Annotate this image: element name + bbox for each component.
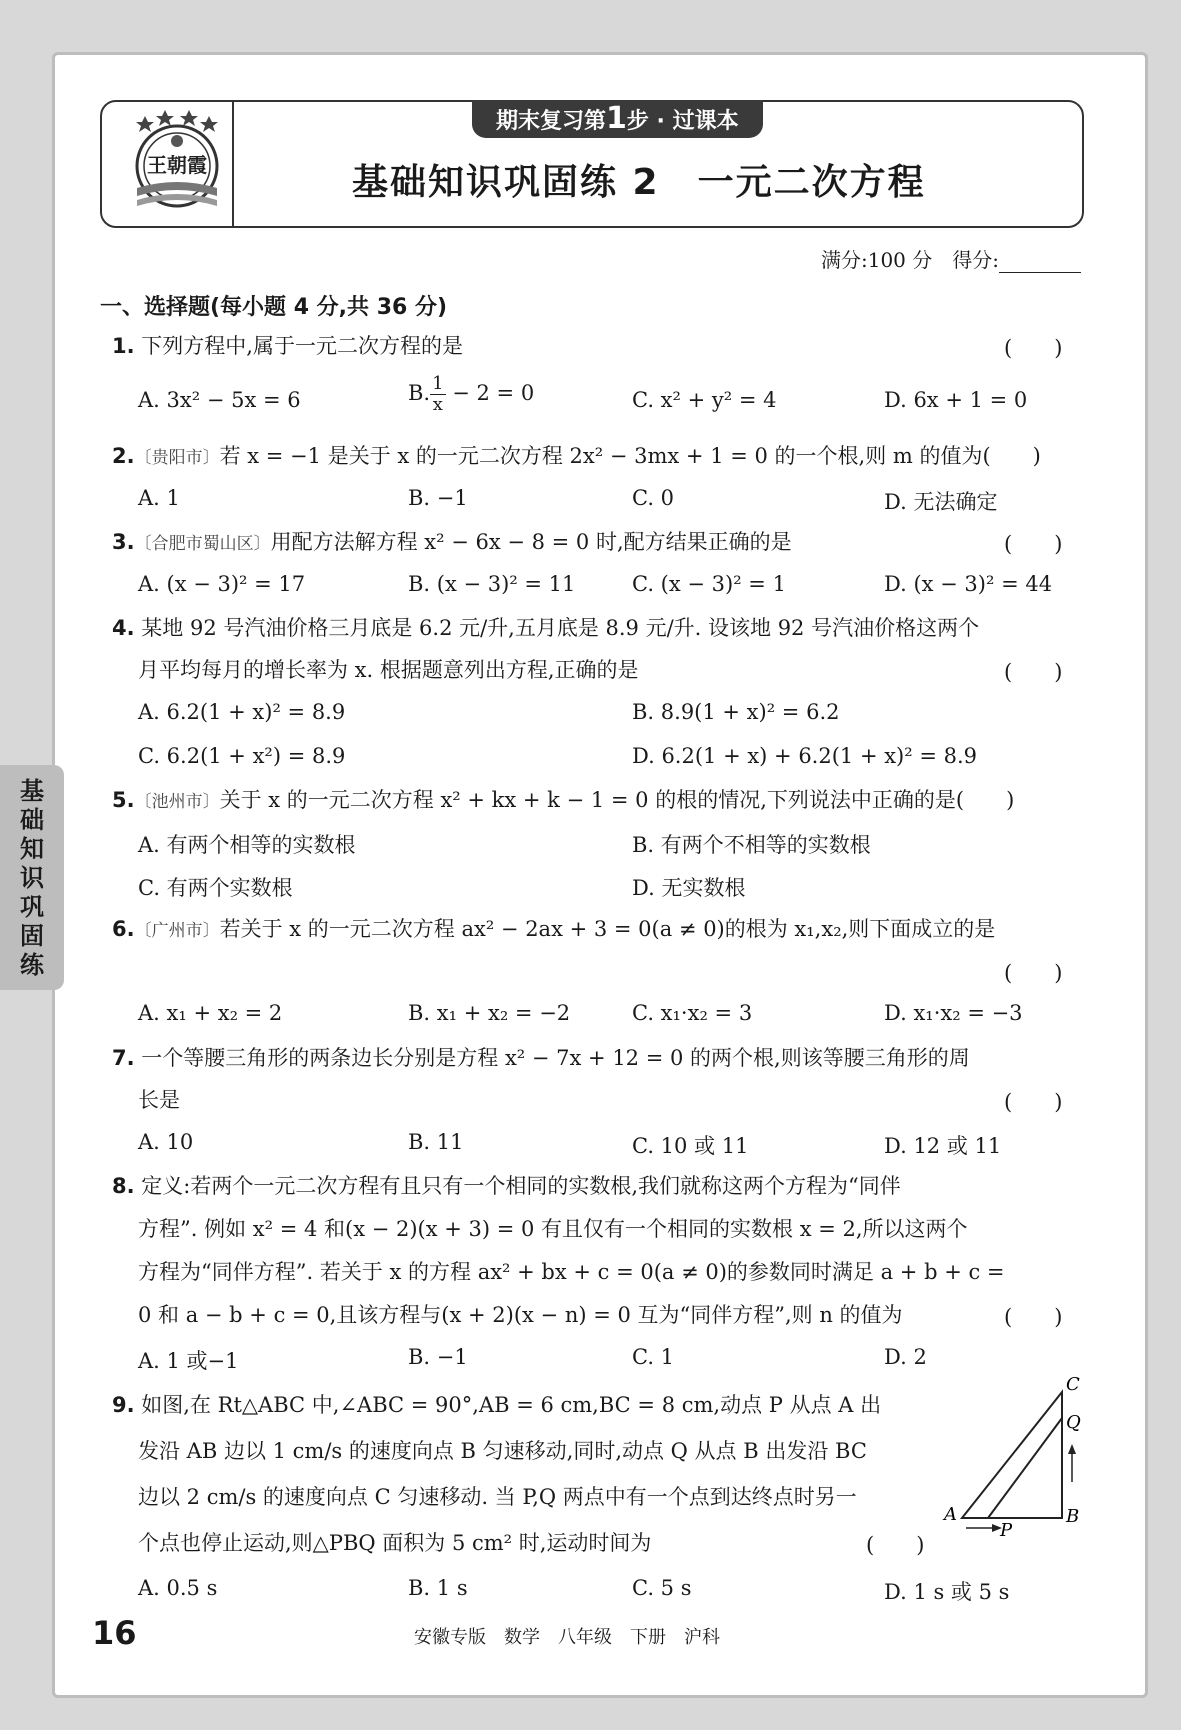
option-d: D. (x − 3)² = 44 [884,572,1053,596]
question-text: 关于 x 的一元二次方程 x² + kx + k − 1 = 0 的根的情况,下列说法中正确的是( ) [219,788,1015,812]
option-c: C. 5 s [632,1576,692,1600]
label-p: P [1000,1520,1013,1541]
option-c: C. 有两个实数根 [138,876,293,900]
question-number: 3. [112,530,135,554]
answer-paren: ( ) [866,1533,925,1557]
option-a: A. 1 或−1 [138,1349,239,1373]
label-c: C [1066,1374,1080,1395]
question-7-line-2: 长是 [138,1088,180,1112]
question-8 [112,1172,901,1200]
question-6 [112,915,995,945]
question-3 [112,528,792,558]
question-text: 若关于 x 的一元二次方程 ax² − 2ax + 3 = 0(a ≠ 0)的根为 x₁,x₂,则下面成立的是 [219,917,996,941]
question-4-line-2: 月平均每月的增长率为 x. 根据题意列出方程,正确的是 [138,658,639,682]
score-label: 满分:100 分 得分: [820,248,999,272]
segment-pq [988,1418,1062,1518]
question-text: 如图,在 Rt△ABC 中,∠ABC = 90°,AB = 6 cm,BC = 8 cm,动点 P 从点 A 出 [141,1393,882,1417]
question-text: 下列方程中,属于一元二次方程的是 [141,334,463,358]
option-a: A. x₁ + x₂ = 2 [138,1001,283,1025]
question-9-line-4: 个点也停止运动,则△PBQ 面积为 5 cm² 时,运动时间为 [138,1531,652,1555]
triangle-figure [930,1372,1090,1542]
page-number: 16 [92,1614,137,1652]
question-number: 5. [112,788,135,812]
question-9 [112,1391,881,1419]
fraction-denominator: x [432,394,443,415]
footer-text: 安徽专版 数学 八年级 下册 沪科 [414,1627,720,1648]
question-source: 〔合肥市蜀山区〕 [134,534,271,554]
answer-paren: ( ) [1004,336,1063,360]
option-a: A. 3x² − 5x = 6 [138,388,301,412]
question-9-line-3: 边以 2 cm/s 的速度向点 C 匀速移动. 当 P,Q 两点中有一个点到达终点时另一 [138,1485,857,1509]
option-c: C. 6.2(1 + x²) = 8.9 [138,744,346,768]
answer-paren: ( ) [1004,1305,1063,1329]
side-tab [0,765,64,990]
option-b: B. 11 [408,1130,464,1154]
question-2 [112,442,1041,472]
score-line [821,244,1081,273]
option-d: D. 6.2(1 + x) + 6.2(1 + x)² = 8.9 [632,744,978,768]
option-b-rest: − 2 = 0 [445,381,535,405]
fraction-numerator: 1 [432,373,444,394]
option-b: B. 8.9(1 + x)² = 6.2 [632,700,840,724]
option-b: B. (x − 3)² = 11 [408,572,576,596]
label-q: Q [1066,1412,1081,1433]
option-c: C. x₁·x₂ = 3 [632,1001,753,1025]
brand-logo-seal [122,106,232,216]
option-d: D. 无法确定 [884,490,998,514]
option-b: B. −1 [408,1345,468,1369]
option-d: D. x₁·x₂ = −3 [884,1001,1023,1025]
option-c: C. x² + y² = 4 [632,388,777,412]
side-tab-label: 基础知识巩固练 [20,777,44,979]
question-4 [112,614,979,642]
triangle-abc [962,1392,1062,1518]
header-box [100,100,1084,228]
score-blank [999,252,1081,273]
question-text: 某地 92 号汽油价格三月底是 6.2 元/升,五月底是 8.9 元/升. 设该地 92 号汽油价格这两个 [141,616,980,640]
option-a: A. 6.2(1 + x)² = 8.9 [138,700,346,724]
fraction [430,374,445,415]
question-text: 用配方法解方程 x² − 6x − 8 = 0 时,配方结果正确的是 [270,530,792,554]
svg-text:王朝霞: 王朝霞 [147,153,207,177]
option-b-label: B. [408,381,431,405]
answer-paren: ( ) [1004,961,1063,985]
question-source: 〔广州市〕 [134,921,220,941]
label-b: B [1066,1506,1080,1527]
question-text: 一个等腰三角形的两条边长分别是方程 x² − 7x + 12 = 0 的两个根,则该等腰三角形的周 [141,1046,970,1070]
option-c: C. 1 [632,1345,675,1369]
option-c: C. 10 或 11 [632,1134,749,1158]
option-a: A. (x − 3)² = 17 [138,572,306,596]
page-title: 基础知识巩固练 2 一元二次方程 [352,162,926,203]
option-c: C. 0 [632,486,675,510]
question-9-line-2: 发沿 AB 边以 1 cm/s 的速度向点 B 匀速移动,同时,动点 Q 从点 B 出发沿 BC [138,1439,867,1463]
answer-paren: ( ) [1004,1090,1063,1114]
option-b: B. x₁ + x₂ = −2 [408,1001,571,1025]
tagline-post: 步 · 过课本 [626,109,739,134]
question-text: 若 x = −1 是关于 x 的一元二次方程 2x² − 3mx + 1 = 0 的一个根,则 m 的值为( ) [219,444,1041,468]
option-d: D. 1 s 或 5 s [884,1580,1010,1604]
question-8-line-3: 方程为“同伴方程”. 若关于 x 的方程 ax² + bx + c = 0(a ≠ 0)的参数同时满足 a + b + c = [138,1260,1005,1284]
option-b: B. 1 s [408,1576,468,1600]
header-divider [232,102,234,226]
question-number: 7. [112,1046,135,1070]
answer-paren: ( ) [1004,532,1063,556]
question-8-line-2: 方程”. 例如 x² = 4 和(x − 2)(x + 3) = 0 有且仅有一个相同的实数根 x = 2,所以这两个 [138,1217,968,1241]
option-a: A. 有两个相等的实数根 [138,833,356,857]
answer-paren: ( ) [1004,660,1063,684]
tagline-step-number: 1 [606,101,627,136]
option-a: A. 10 [138,1130,194,1154]
option-d: D. 12 或 11 [884,1134,1002,1158]
question-5 [112,786,1014,816]
label-a: A [944,1504,957,1525]
step-tagline [472,100,763,138]
question-8-line-4: 0 和 a − b + c = 0,且该方程与(x + 2)(x − n) = 0 互为“同伴方程”,则 n 的值为 [138,1303,903,1327]
option-b [408,374,534,415]
question-number: 8. [112,1174,135,1198]
tagline-pre: 期末复习第 [496,109,607,134]
question-1 [112,332,463,360]
option-a: A. 0.5 s [138,1576,218,1600]
question-number: 2. [112,444,135,468]
option-b: B. 有两个不相等的实数根 [632,833,871,857]
option-d: D. 6x + 1 = 0 [884,388,1028,412]
option-c: C. (x − 3)² = 1 [632,572,786,596]
question-source: 〔池州市〕 [134,792,220,812]
question-text: 定义:若两个一元二次方程有且只有一个相同的实数根,我们就称这两个方程为“同伴 [141,1174,901,1198]
question-number: 9. [112,1393,135,1417]
option-d: D. 无实数根 [632,876,746,900]
option-b: B. −1 [408,486,468,510]
arrowhead-up-icon [1068,1444,1076,1454]
question-number: 1. [112,334,135,358]
question-source: 〔贵阳市〕 [134,448,220,468]
question-7 [112,1044,970,1072]
question-number: 6. [112,917,135,941]
section-heading: 一、选择题(每小题 4 分,共 36 分) [100,295,448,320]
question-number: 4. [112,616,135,640]
option-a: A. 1 [138,486,180,510]
option-d: D. 2 [884,1345,927,1369]
